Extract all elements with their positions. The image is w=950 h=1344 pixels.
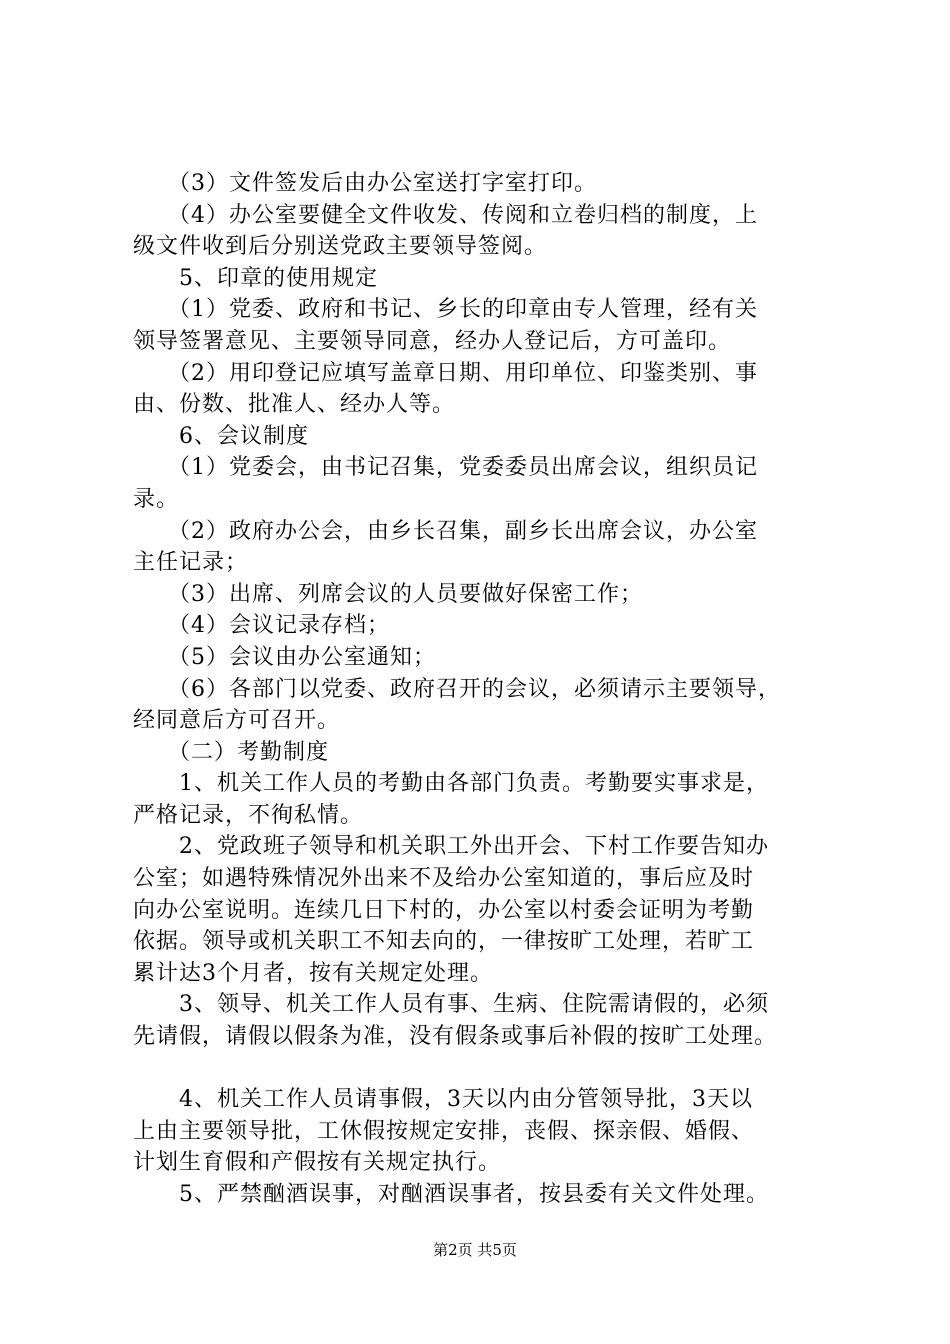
- text-line: 上由主要领导批，工休假按规定安排，丧假、探亲假、婚假、: [133, 1118, 755, 1144]
- text-line: 1、机关工作人员的考勤由各部门负责。考勤要实事求是，: [133, 771, 769, 797]
- section-heading: 6、会议制度: [133, 423, 309, 449]
- text-line: 严格记录，不徇私情。: [133, 802, 364, 828]
- text-line: 主任记录；: [133, 550, 249, 576]
- text-line: （5）会议由办公室通知；: [133, 644, 436, 670]
- text-line: 累计达3个月者，按有关规定处理。: [133, 960, 493, 986]
- text-line: 先请假，请假以假条为准，没有假条或事后补假的按旷工处理。: [133, 1024, 778, 1050]
- text-line: （3）文件签发后由办公室送打字室打印。: [133, 171, 597, 196]
- text-line: （2）政府办公会，由乡长召集，副乡长出席会议，办公室: [133, 518, 758, 544]
- text-line: 由、份数、批准人、经办人等。: [133, 392, 456, 418]
- text-line: 级文件收到后分别送党政主要领导签阅。: [133, 234, 548, 260]
- text-line: 向办公室说明。连续几日下村的，办公室以村委会证明为考勤: [133, 897, 755, 923]
- text-line: （6）各部门以党委、政府召开的会议，必须请示主要领导，: [133, 676, 781, 702]
- text-line: 依据。领导或机关职工不知去向的，一律按旷工处理，若旷工: [133, 929, 755, 955]
- text-line: （3）出席、列席会议的人员要做好保密工作；: [133, 581, 643, 607]
- text-line: （4）会议记录存档；: [133, 613, 390, 639]
- text-line: 经同意后方可召开。: [133, 708, 341, 734]
- text-line: 3、领导、机关工作人员有事、生病、住院需请假的，必须: [133, 992, 769, 1018]
- text-line: 计划生育假和产假按有关规定执行。: [133, 1150, 502, 1176]
- section-heading: 5、印章的使用规定: [133, 265, 378, 291]
- text-line: 领导签署意见、主要领导同意，经办人登记后，方可盖印。: [133, 328, 732, 354]
- body-text: [133, 168, 845, 1211]
- text-line: 4、机关工作人员请事假，3天以内由分管领导批，3天以: [133, 1087, 753, 1113]
- text-line: 录。: [133, 486, 180, 512]
- text-line: 公室；如遇特殊情况外出来不及给办公室知道的，事后应及时: [133, 866, 755, 892]
- text-line: （2）用印登记应填写盖章日期、用印单位、印鉴类别、事: [133, 360, 758, 386]
- text-line: （4）办公室要健全文件收发、传阅和立卷归档的制度，上: [133, 202, 758, 228]
- text-line: 2、党政班子领导和机关职工外出开会、下村工作要告知办: [133, 834, 769, 860]
- text-line: 5、严禁酗酒误事，对酗酒误事者，按县委有关文件处理。: [133, 1182, 769, 1207]
- text-line: （1）党委会，由书记召集，党委委员出席会议，组织员记: [133, 455, 758, 481]
- page-number-footer: 第2页 共5页: [433, 1241, 517, 1259]
- text-line: （1）党委、政府和书记、乡长的印章由专人管理，经有关: [133, 297, 758, 323]
- section-heading: （二）考勤制度: [133, 739, 330, 765]
